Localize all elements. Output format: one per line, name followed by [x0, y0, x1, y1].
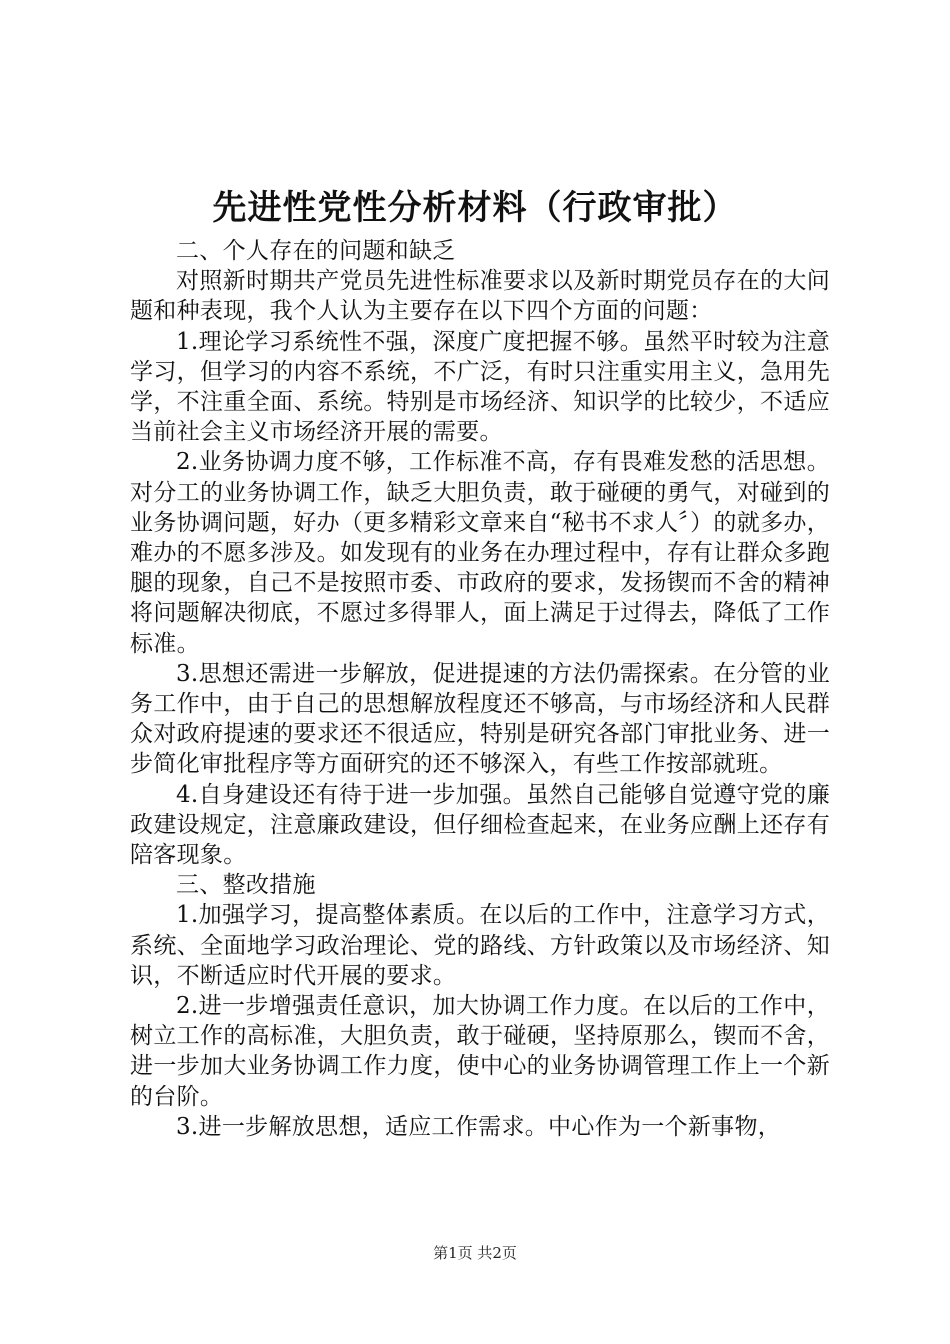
paragraph-problem-1: 1.理论学习系统性不强，深度广度把握不够。虽然平时较为注意学习，但学习的内容不系统，不广泛，有时只注重实用主义，急用先学，不注重全面、系统。特别是市场经济、知识学的比较少，不适应当前社会主义市场经济开展的需要。	[130, 328, 830, 446]
paragraph-intro: 对照新时期共产党员先进性标准要求以及新时期党员存在的大问题和种表现，我个人认为主要存在以下四个方面的问题：	[130, 268, 830, 325]
paragraph-measure-1: 1.加强学习，提高整体素质。在以后的工作中，注意学习方式，系统、全面地学习政治理论、党的路线、方针政策以及市场经济、知识，不断适应时代开展的要求。	[130, 902, 830, 989]
paragraph-measure-2: 2.进一步增强责任意识，加大协调工作力度。在以后的工作中，树立工作的高标准，大胆负责，敢于碰硬，坚持原那么，锲而不舍，进一步加大业务协调工作力度，使中心的业务协调管理工作上一个新的台阶。	[130, 993, 830, 1110]
paragraph-problem-3: 3.思想还需进一步解放，促进提速的方法仍需探索。在分管的业务工作中，由于自己的思想解放程度还不够高，与市场经济和人民群众对政府提速的要求还不很适应，特别是研究各部门审批业务、进一步简化审批程序等方面研究的还不够深入，有些工作按部就班。	[130, 660, 830, 778]
paragraph-measure-3: 3.进一步解放思想，适应工作需求。中心作为一个新事物，	[176, 1113, 782, 1140]
paragraph-problem-2: 2.业务协调力度不够，工作标准不高，存有畏难发愁的活思想。对分工的业务协调工作，缺乏大胆负责，敢于碰硬的勇气，对碰到的业务协调问题，好办（更多精彩文章来自“秘书不求人〞）的就多办，难办的不愿多涉及。如发现有的业务在办理过程中，存有让群众多跑腿的现象，自己不是按照市委、市政府的要求，发扬锲而不舍的精神将问题解决彻底，不愿过多得罪人，面上满足于过得去，降低了工作标准。	[130, 449, 830, 657]
page-number-footer: 第1页 共2页	[433, 1244, 517, 1262]
section-heading-measures: 三、整改措施	[176, 872, 316, 899]
document-body	[130, 236, 830, 1142]
page-title: 先进性党性分析材料（行政审批）	[212, 188, 738, 228]
section-heading-problems: 二、个人存在的问题和缺乏	[176, 238, 456, 264]
paragraph-problem-4: 4.自身建设还有待于进一步加强。虽然自己能够自觉遵守党的廉政建设规定，注意廉政建设，但仔细检查起来，在业务应酬上还存有陪客现象。	[130, 781, 830, 869]
